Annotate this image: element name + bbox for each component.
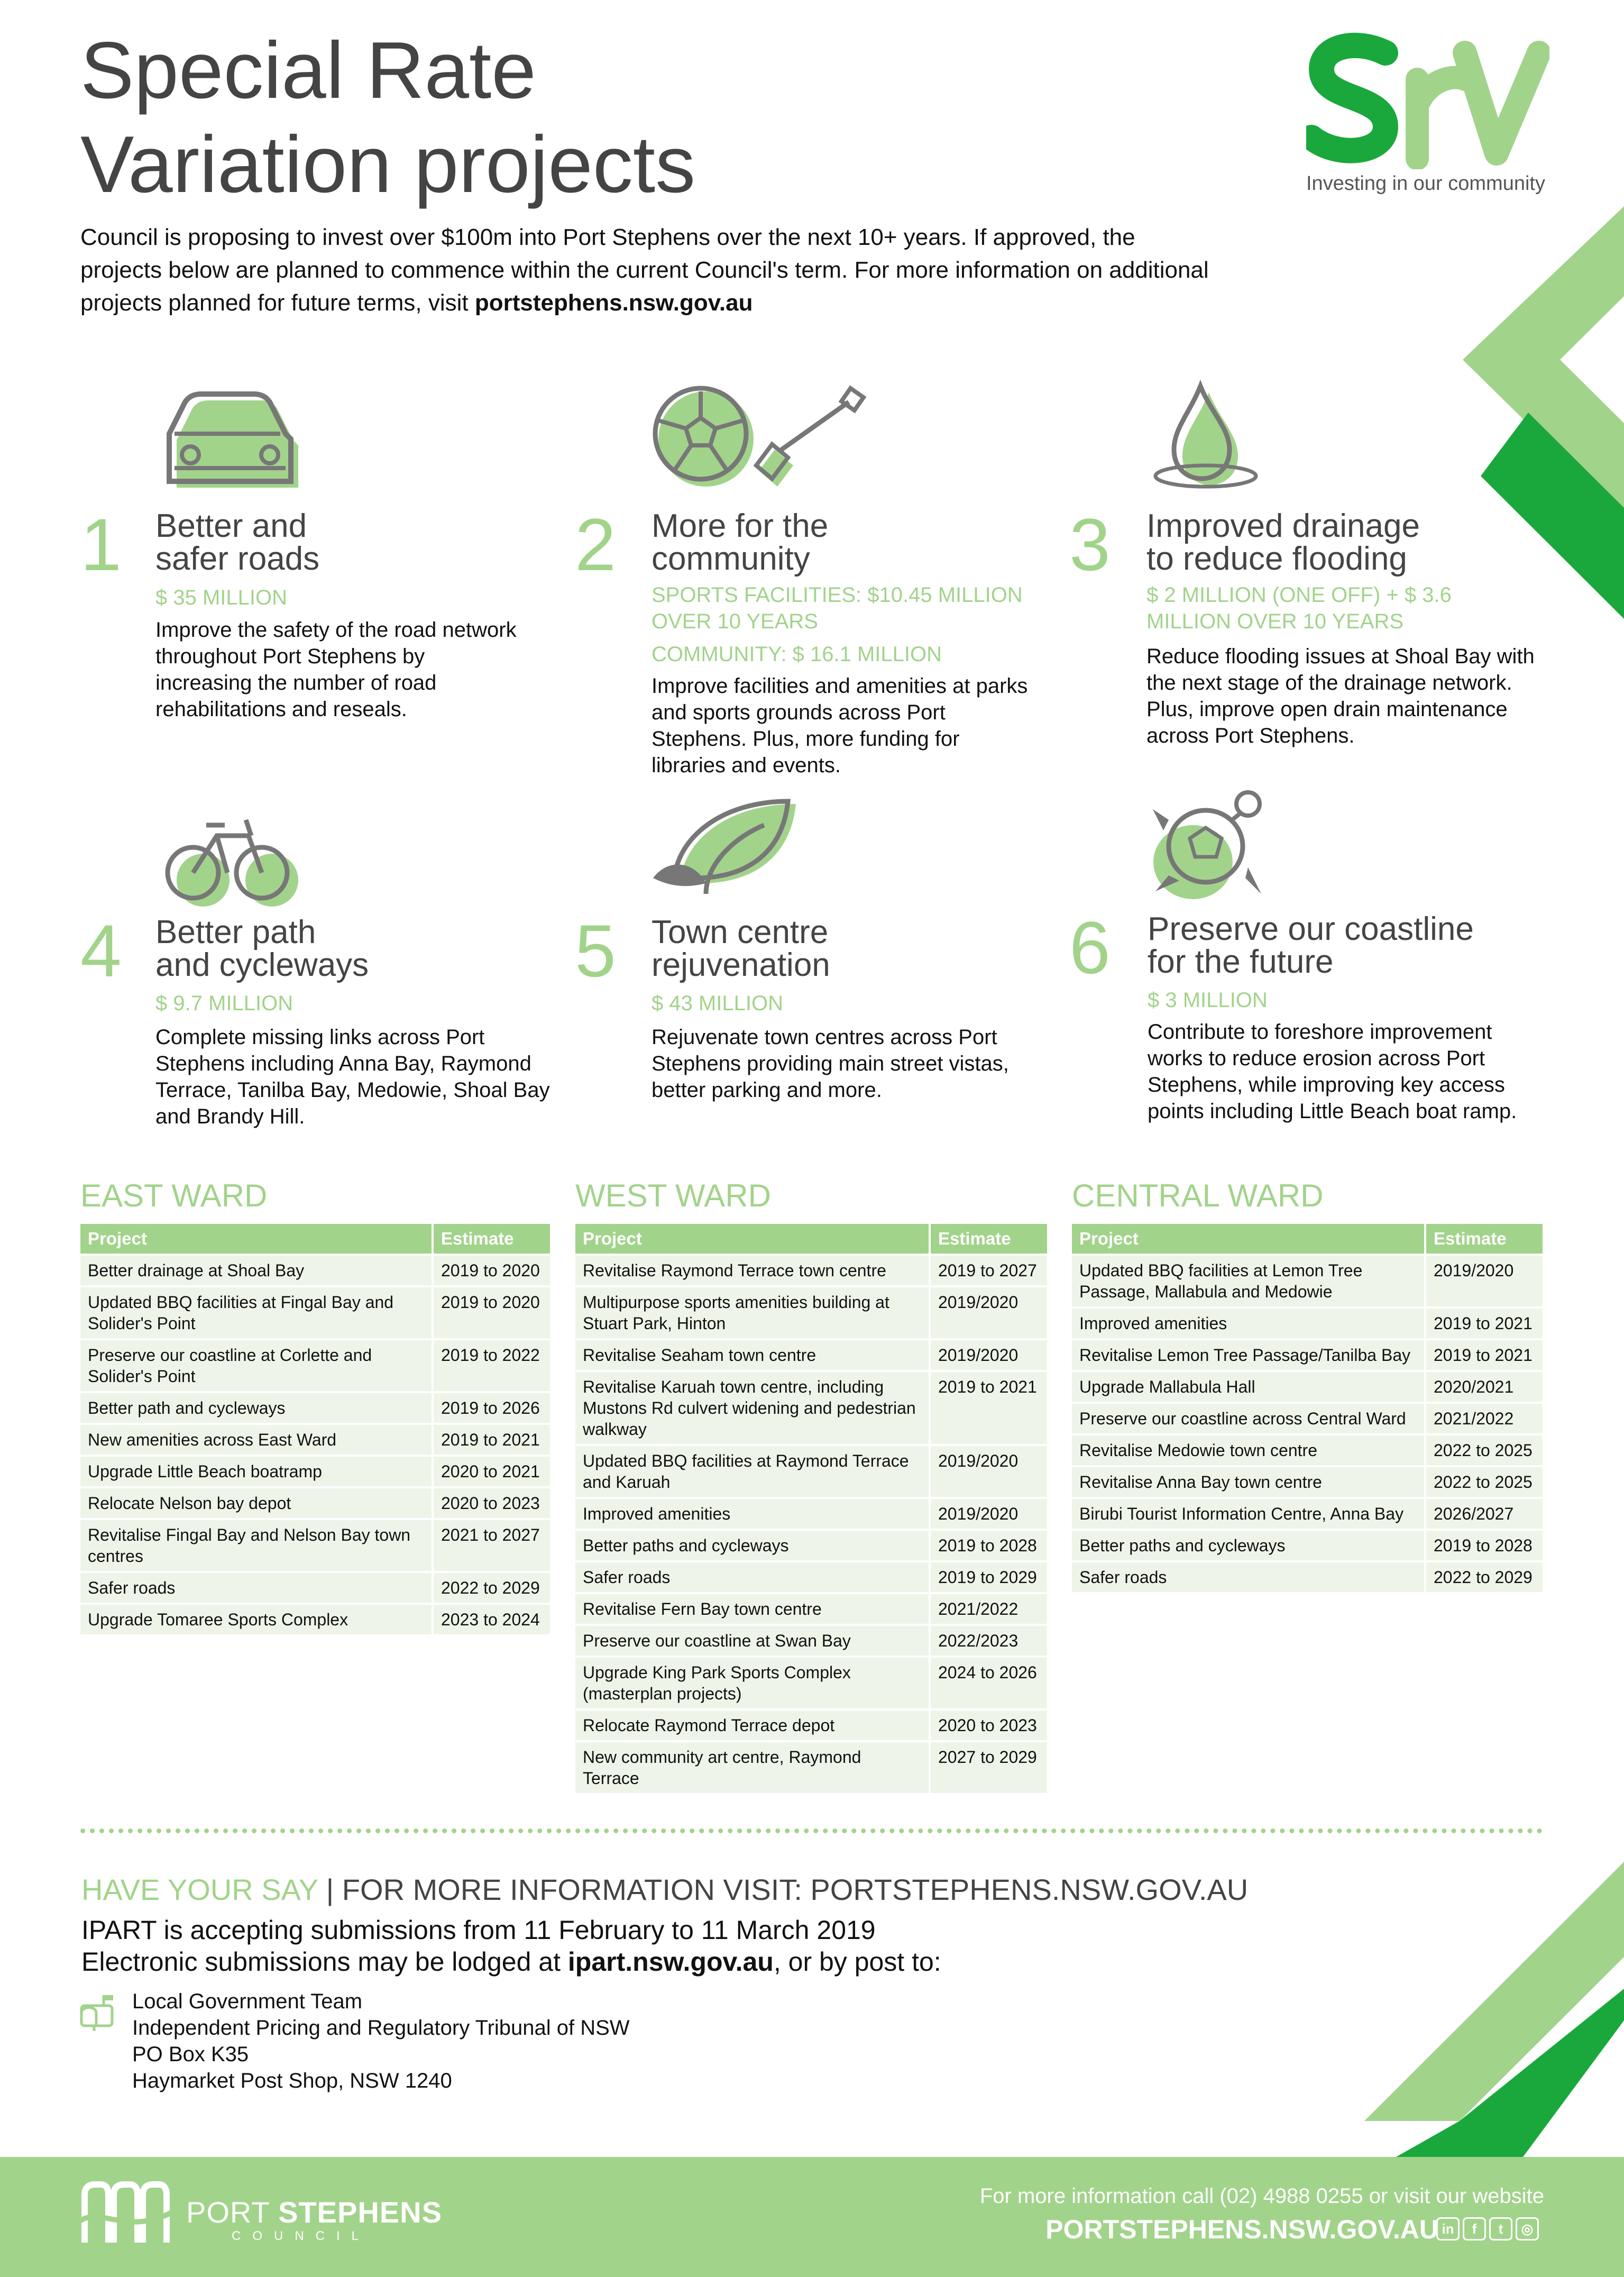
footer-info-text: For more information call (02) 4988 0255 or visit our website bbox=[979, 2184, 1544, 2208]
project-cell: Better path and cycleways bbox=[80, 1393, 432, 1423]
table-row bbox=[575, 1742, 1047, 1793]
project-title: Improved drainage to reduce flooding bbox=[1146, 508, 1420, 577]
project-cell: Preserve our coastline across Central Ward bbox=[1072, 1404, 1424, 1433]
project-cell: Updated BBQ facilities at Raymond Terrace and Karuah bbox=[575, 1446, 929, 1497]
estimate-cell: 2027 to 2029 bbox=[929, 1742, 1047, 1793]
project-number: 3 bbox=[1069, 503, 1111, 586]
project-cell: Multipurpose sports amenities building at Stuart Park, Hinton bbox=[575, 1287, 929, 1338]
project-cell: Better paths and cycleways bbox=[1072, 1531, 1424, 1560]
page-title: Special Rate Variation projects bbox=[80, 25, 696, 209]
project-cell: Relocate Raymond Terrace depot bbox=[575, 1711, 929, 1740]
project-cell: Preserve our coastline at Swan Bay bbox=[575, 1626, 929, 1656]
electronic-submissions-text: Electronic submissions may be lodged at ipart.nsw.gov.au, or by post to: bbox=[81, 1947, 941, 1977]
project-title: Better path and cycleways bbox=[155, 914, 369, 983]
project-description: Reduce flooding issues at Shoal Bay with the next stage of the drainage network. Plus, improve open drain maintenance across Port Stephens. bbox=[1146, 645, 1535, 747]
estimate-cell: 2020 to 2023 bbox=[432, 1488, 550, 1518]
project-description: Rejuvenate town centres across Port Stephens providing main street vistas, better parking and more. bbox=[652, 1026, 1009, 1102]
table-row bbox=[1072, 1467, 1543, 1497]
table-row bbox=[575, 1711, 1047, 1740]
table-row bbox=[575, 1256, 1047, 1285]
project-cell: Upgrade Tomaree Sports Complex bbox=[80, 1605, 432, 1634]
column-header-project: Project bbox=[575, 1224, 929, 1254]
project-amount: $ 2 MILLION (ONE OFF) + $ 3.6 MILLION OVER 10 YEARS bbox=[1146, 583, 1452, 633]
council-subtitle: COUNCIL bbox=[232, 2229, 371, 2243]
project-cell: Better paths and cycleways bbox=[575, 1531, 929, 1560]
estimate-cell: 2020 to 2021 bbox=[432, 1457, 550, 1486]
project-title: Preserve our coastline for the future bbox=[1148, 911, 1474, 980]
twitter-icon[interactable]: t bbox=[1489, 2217, 1512, 2241]
estimate-cell: 2020/2021 bbox=[1424, 1372, 1543, 1402]
central-ward-title: CENTRAL WARD bbox=[1072, 1178, 1324, 1213]
estimate-cell: 2019 to 2027 bbox=[929, 1256, 1047, 1285]
column-header-project: Project bbox=[80, 1224, 432, 1254]
project-cell: Safer roads bbox=[80, 1573, 432, 1603]
estimate-cell: 2019 to 2029 bbox=[929, 1562, 1047, 1592]
project-title: Better and safer roads bbox=[155, 508, 320, 577]
table-row bbox=[1072, 1256, 1543, 1306]
estimate-cell: 2019/2020 bbox=[929, 1287, 1047, 1338]
table-row bbox=[80, 1287, 550, 1338]
table-row bbox=[80, 1393, 550, 1423]
table-row bbox=[80, 1488, 550, 1518]
project-description: Improve the safety of the road network throughout Port Stephens by increasing the number of road rehabilitations and reseals. bbox=[155, 618, 517, 721]
table-row bbox=[575, 1626, 1047, 1656]
intro-link[interactable]: portstephens.nsw.gov.au bbox=[474, 290, 753, 316]
table-row bbox=[80, 1425, 550, 1455]
project-cell: Revitalise Fingal Bay and Nelson Bay town centres bbox=[80, 1520, 432, 1571]
estimate-cell: 2019/2020 bbox=[929, 1340, 1047, 1370]
table-row bbox=[575, 1594, 1047, 1624]
estimate-cell: 2022 to 2029 bbox=[432, 1573, 550, 1603]
project-cell: Preserve our coastline at Corlette and Solider's Point bbox=[80, 1340, 432, 1391]
project-number: 2 bbox=[575, 503, 616, 586]
east-ward-title: EAST WARD bbox=[80, 1178, 268, 1213]
table-row bbox=[1072, 1404, 1543, 1433]
project-cell: Revitalise Anna Bay town centre bbox=[1072, 1467, 1424, 1497]
instagram-icon[interactable]: ◎ bbox=[1516, 2217, 1539, 2241]
estimate-cell: 2021/2022 bbox=[1424, 1404, 1543, 1433]
estimate-cell: 2019 to 2028 bbox=[1424, 1531, 1543, 1560]
estimate-cell: 2021 to 2027 bbox=[432, 1520, 550, 1571]
east-ward-table bbox=[80, 1222, 550, 1636]
project-cell: Updated BBQ facilities at Fingal Bay and Solider's Point bbox=[80, 1287, 432, 1338]
ipart-link[interactable]: ipart.nsw.gov.au bbox=[567, 1947, 774, 1977]
table-row bbox=[575, 1658, 1047, 1708]
project-cell: Revitalise Lemon Tree Passage/Tanilba Bay bbox=[1072, 1340, 1424, 1370]
column-header-estimate: Estimate bbox=[1424, 1224, 1543, 1254]
column-header-estimate: Estimate bbox=[432, 1224, 550, 1254]
project-cell: Revitalise Raymond Terrace town centre bbox=[575, 1256, 929, 1285]
table-row bbox=[80, 1256, 550, 1285]
turtle-icon bbox=[1142, 788, 1296, 904]
project-cell: Better drainage at Shoal Bay bbox=[80, 1256, 432, 1285]
project-number: 6 bbox=[1069, 906, 1111, 989]
project-number: 5 bbox=[575, 909, 616, 992]
soccer-ball-shovel-icon bbox=[648, 381, 880, 497]
table-row bbox=[80, 1457, 550, 1486]
estimate-cell: 2019/2020 bbox=[929, 1446, 1047, 1497]
have-your-say-heading: HAVE YOUR SAY | FOR MORE INFORMATION VISIT: PORTSTEPHENS.NSW.GOV.AU bbox=[81, 1873, 1249, 1906]
estimate-cell: 2019 to 2022 bbox=[432, 1340, 550, 1391]
table-row bbox=[1072, 1340, 1543, 1370]
project-description: Complete missing links across Port Stephens including Anna Bay, Raymond Terrace, Tanilba Bay, Medowie, Shoal Bay and Brandy Hill. bbox=[155, 1026, 550, 1128]
estimate-cell: 2021/2022 bbox=[929, 1594, 1047, 1624]
linkedin-icon[interactable]: in bbox=[1436, 2217, 1460, 2241]
table-row bbox=[575, 1287, 1047, 1338]
estimate-cell: 2024 to 2026 bbox=[929, 1658, 1047, 1708]
project-amount: $ 9.7 MILLION bbox=[155, 992, 293, 1015]
project-title: More for the community bbox=[652, 508, 829, 577]
project-cell: Updated BBQ facilities at Lemon Tree Passage, Mallabula and Medowie bbox=[1072, 1256, 1424, 1306]
project-cell: Safer roads bbox=[575, 1562, 929, 1592]
project-amount: SPORTS FACILITIES: $10.45 MILLION OVER 10 YEARS bbox=[652, 583, 1023, 633]
estimate-cell: 2023 to 2024 bbox=[432, 1605, 550, 1634]
project-cell: Revitalise Seaham town centre bbox=[575, 1340, 929, 1370]
port-stephens-council-logo bbox=[79, 2179, 175, 2248]
table-row bbox=[80, 1340, 550, 1391]
estimate-cell: 2019 to 2020 bbox=[432, 1287, 550, 1338]
intro-paragraph: Council is proposing to invest over $100m into Port Stephens over the next 10+ years. If approved, the projects below are planned to commence within the current Council's term. For more information on additional projects planned for future terms, visit portstephens.nsw.gov.au bbox=[80, 224, 1209, 316]
table-row bbox=[1072, 1309, 1543, 1338]
project-amount: $ 3 MILLION bbox=[1148, 989, 1268, 1012]
project-cell: Revitalise Medowie town centre bbox=[1072, 1435, 1424, 1465]
address-line: Local Government Team bbox=[132, 1990, 363, 2013]
estimate-cell: 2019/2020 bbox=[1424, 1256, 1543, 1306]
estimate-cell: 2022 to 2025 bbox=[1424, 1467, 1543, 1497]
estimate-cell: 2019 to 2021 bbox=[1424, 1309, 1543, 1338]
table-row bbox=[575, 1531, 1047, 1560]
table-row bbox=[575, 1446, 1047, 1497]
project-description: Contribute to foreshore improvement works to reduce erosion across Port Stephens, while improving key access points including Little Beach boat ramp. bbox=[1148, 1020, 1517, 1123]
project-description: Improve facilities and amenities at parks and sports grounds across Port Stephens. Plus, more funding for libraries and events. bbox=[652, 674, 1028, 777]
project-cell: Birubi Tourist Information Centre, Anna Bay bbox=[1072, 1499, 1424, 1529]
project-cell: New community art centre, Raymond Terrace bbox=[575, 1742, 929, 1793]
project-cell: Improved amenities bbox=[1072, 1309, 1424, 1338]
west-ward-table bbox=[575, 1222, 1047, 1795]
project-title: Town centre rejuvenation bbox=[652, 914, 830, 983]
ipart-submissions-text: IPART is accepting submissions from 11 February to 11 March 2019 bbox=[81, 1915, 876, 1945]
project-cell: Improved amenities bbox=[575, 1499, 929, 1529]
mailbox-icon bbox=[78, 1992, 121, 2032]
project-cell: Revitalise Karuah town centre, including Mustons Rd culvert widening and pedestrian walkway bbox=[575, 1372, 929, 1444]
leaf-icon bbox=[648, 793, 801, 910]
table-row bbox=[80, 1605, 550, 1634]
table-row bbox=[575, 1372, 1047, 1444]
car-icon bbox=[153, 381, 307, 497]
logo-tagline: Investing in our community bbox=[1306, 172, 1545, 195]
west-ward-title: WEST WARD bbox=[575, 1178, 771, 1213]
estimate-cell: 2020 to 2023 bbox=[929, 1711, 1047, 1740]
dotted-divider bbox=[80, 1828, 1543, 1833]
table-row bbox=[1072, 1372, 1543, 1402]
srv-logo bbox=[1306, 32, 1549, 169]
table-row bbox=[80, 1520, 550, 1571]
project-cell: Relocate Nelson bay depot bbox=[80, 1488, 432, 1518]
project-cell: Safer roads bbox=[1072, 1562, 1424, 1592]
estimate-cell: 2019 to 2021 bbox=[432, 1425, 550, 1455]
project-number: 4 bbox=[80, 909, 122, 992]
table-row bbox=[1072, 1435, 1543, 1465]
table-row bbox=[1072, 1499, 1543, 1529]
estimate-cell: 2026/2027 bbox=[1424, 1499, 1543, 1529]
table-row bbox=[575, 1499, 1047, 1529]
project-cell: Upgrade King Park Sports Complex (masterplan projects) bbox=[575, 1658, 929, 1708]
address-line: PO Box K35 bbox=[132, 2043, 249, 2066]
central-ward-table bbox=[1072, 1222, 1543, 1594]
footer-website-link[interactable]: PORTSTEPHENS.NSW.GOV.AU bbox=[1045, 2215, 1438, 2244]
column-header-project: Project bbox=[1072, 1224, 1424, 1254]
table-row bbox=[80, 1573, 550, 1603]
facebook-icon[interactable]: f bbox=[1463, 2217, 1486, 2241]
council-name: PORT STEPHENS bbox=[186, 2196, 442, 2229]
table-row bbox=[1072, 1531, 1543, 1560]
estimate-cell: 2022/2023 bbox=[929, 1626, 1047, 1656]
estimate-cell: 2019 to 2028 bbox=[929, 1531, 1047, 1560]
estimate-cell: 2019 to 2021 bbox=[1424, 1340, 1543, 1370]
estimate-cell: 2019/2020 bbox=[929, 1499, 1047, 1529]
address-line: Haymarket Post Shop, NSW 1240 bbox=[132, 2069, 452, 2092]
project-amount: $ 43 MILLION bbox=[652, 992, 784, 1015]
bicycle-icon bbox=[153, 793, 307, 910]
project-cell: Upgrade Little Beach boatramp bbox=[80, 1457, 432, 1486]
table-row bbox=[575, 1340, 1047, 1370]
estimate-cell: 2019 to 2026 bbox=[432, 1393, 550, 1423]
estimate-cell: 2022 to 2025 bbox=[1424, 1435, 1543, 1465]
project-amount: COMMUNITY: $ 16.1 MILLION bbox=[652, 643, 942, 666]
table-row bbox=[575, 1562, 1047, 1592]
project-cell: Upgrade Mallabula Hall bbox=[1072, 1372, 1424, 1402]
water-drop-icon bbox=[1142, 376, 1296, 492]
table-row bbox=[1072, 1562, 1543, 1592]
project-number: 1 bbox=[80, 503, 122, 586]
estimate-cell: 2019 to 2021 bbox=[929, 1372, 1047, 1444]
estimate-cell: 2019 to 2020 bbox=[432, 1256, 550, 1285]
project-cell: New amenities across East Ward bbox=[80, 1425, 432, 1455]
project-cell: Revitalise Fern Bay town centre bbox=[575, 1594, 929, 1624]
estimate-cell: 2022 to 2029 bbox=[1424, 1562, 1543, 1592]
address-line: Independent Pricing and Regulatory Tribunal of NSW bbox=[132, 2016, 630, 2040]
column-header-estimate: Estimate bbox=[929, 1224, 1047, 1254]
project-amount: $ 35 MILLION bbox=[155, 586, 288, 609]
